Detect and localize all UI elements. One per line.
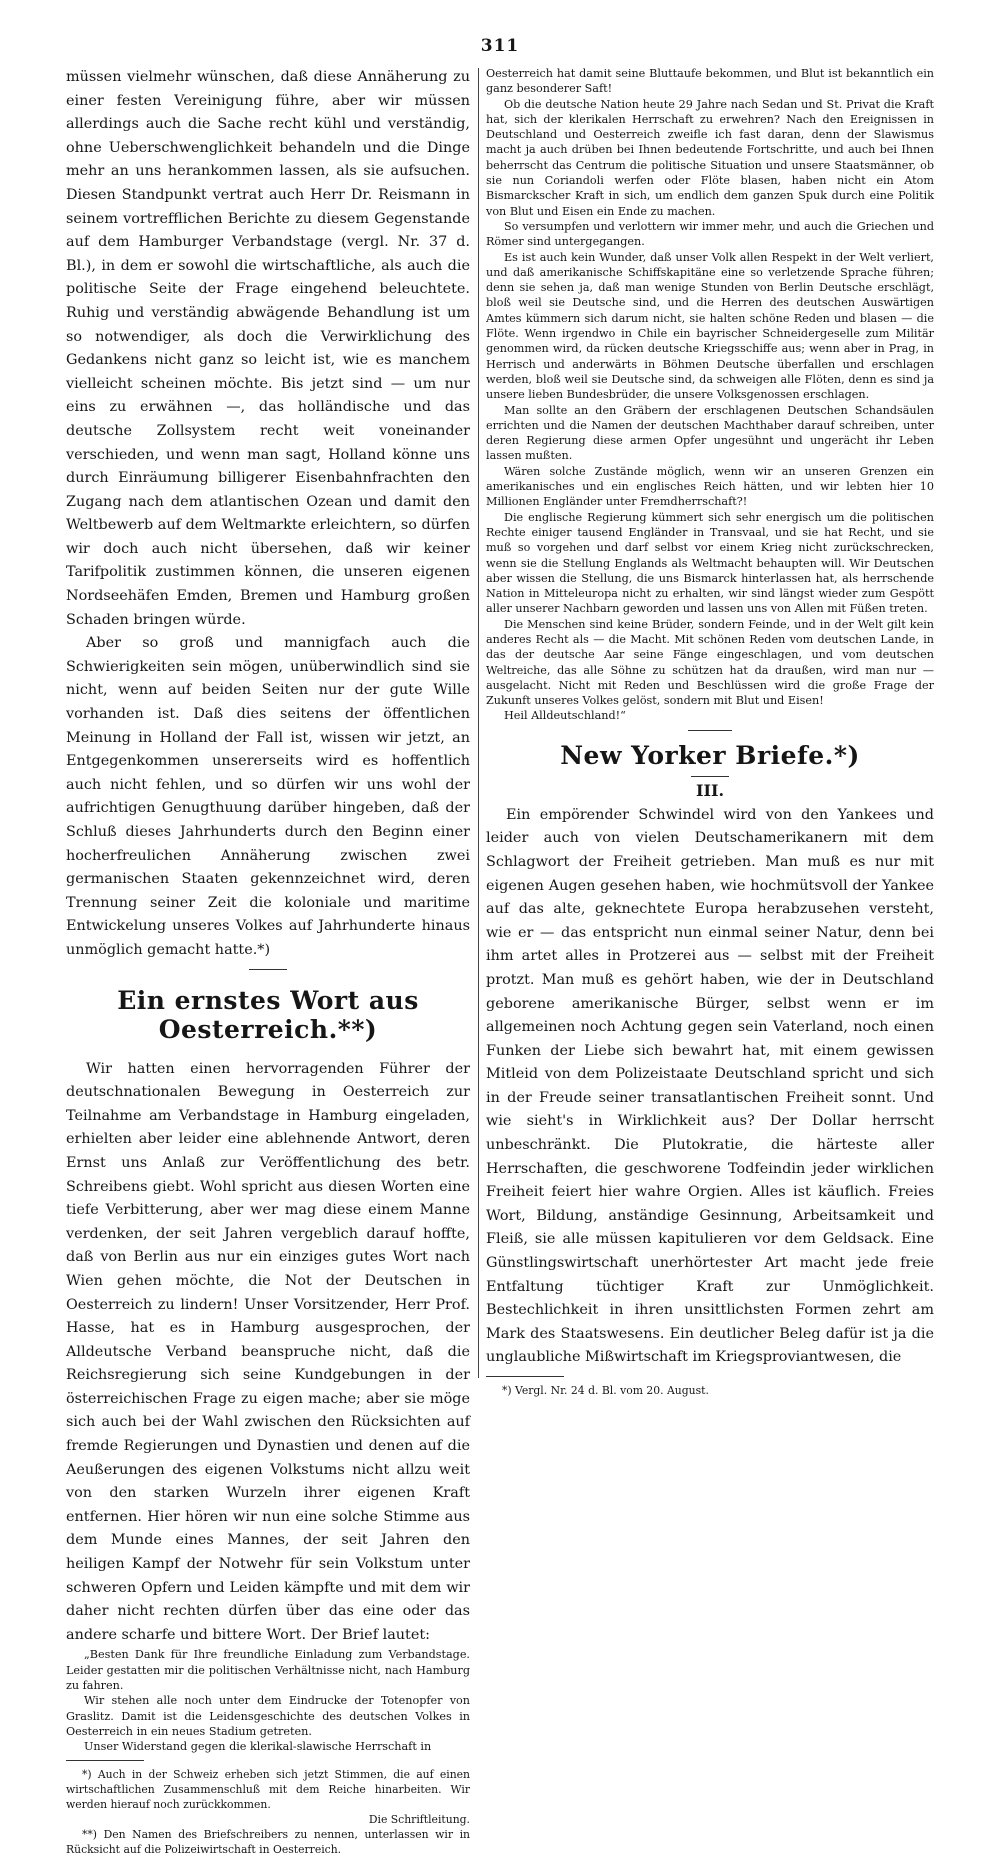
footnotes-right (486, 1383, 934, 1398)
letter-paragraph: „Besten Dank für Ihre freundliche Einladung zum Verbandstage. Leider gestatten mir die politischen Verhältnisse nicht, nach Hamburg zu fahren. (66, 1648, 470, 1692)
page-number: 311 (480, 36, 520, 56)
letter-paragraph: Unser Widerstand gegen die klerikal-slawische Herrschaft in (84, 1740, 432, 1754)
letter-text-left (66, 1647, 470, 1754)
footnotes-left (66, 1767, 470, 1857)
article-heading-new-yorker-briefe: New Yorker Briefe.*) (560, 740, 860, 770)
letter-closing: Heil Alldeutschland!“ (504, 709, 626, 723)
article-body-oesterreich (66, 1058, 470, 1648)
article-paragraph: Wir hatten einen hervorragenden Führer der deutschnationalen Bewegung in Oesterreich zur Teilnahme am Verbandstage in Hamburg eingeladen, erhielten aber leider eine ablehnende Antwort, deren Ernst uns Anlaß zur Veröffentlichung des betr. Schreibens giebt. Wohl spricht aus diesen Worten eine tiefe Verbitterung, aber wer mag diese einem Manne verdenken, der seit Jahren vergeblich darauf hoffte, daß von Berlin aus nur ein einziges gutes Wort nach Wien gehen möchte, die Not der Deutschen in Oesterreich zu lindern! Unser Vorsitzender, Herr Prof. Hasse, hat es in Hamburg ausgesprochen, der Alldeutsche Verband beanspruche nicht, daß die Reichsregierung sich seine Kundgebungen in der österreichischen Frage zu eigen mache; aber sie möge sich auch bei der Wahl zwischen den Rücksichten auf fremde Regierungen und Dynastien und denen auf die Aeußerungen des eigenen Volkstums nicht allzu weit von den starken Wurzeln ihrer eigenen Kraft entfernen. Hier hören wir nun eine solche Stimme aus dem Munde eines Mannes, der seit Jahren den heiligen Kampf der Notwehr für sein Volkstum unter schweren Opfern und Leiden kämpfte und mit dem wir daher nicht rechten dürfen über das eine oder das andere scharfe und bittere Wort. Der Brief lautet: (66, 1060, 470, 1643)
heading-rule (691, 776, 729, 777)
article-body-new-york (486, 804, 934, 1370)
letter-paragraph: Wären solche Zustände möglich, wenn wir an unseren Grenzen ein amerikanisches und ein englisches Reich hätten, und wir lebten hier 10 Millionen Engländer unter Fremdherrschaft?! (486, 464, 934, 509)
letter-paragraph: Die Menschen sind keine Brüder, sondern Feinde, und in der Welt gilt kein anderes Recht als — die Macht. Mit schönen Reden vom deutschen Lande, in das der deutsche Aar seine Fänge eingeschlagen, und vom deutschen Weltreiche, das alle Söhne zu schützen hat da draußen, wird man nur — ausgelacht. Nicht mit Reden und Beschlüssen wird die große Frage der Zukunft unseres Volkes gelöst, sondern mit Blut und Eisen! (486, 617, 934, 708)
right-column (486, 66, 934, 1398)
section-rule (249, 969, 287, 970)
letter-paragraph: Es ist auch kein Wunder, daß unser Volk allen Respekt in der Welt verliert, und daß amerikanische Schiffskapitäne eine so verletzende Sprache führen; denn sie sehen ja, daß man wenige Stunden von Berlin Deutsche erschlägt, bloß weil sie Deutsche sind, und die Herren des deutschen Auswärtigen Amtes kümmern sich darum nicht, sie halten schöne Reden und blasen — die Flöte. Wenn irgendwo in Chile ein bayrischer Schneidergeselle zum Militär genommen wird, da rücken deutsche Kriegsschiffe aus; wenn aber in Prag, in Herrisch und anderwärts in Böhmen Deutsche überfallen und erschlagen werden, bloß weil sie Deutsche sind, da schweigen alle Flöten, denn es sind ja unsere lieben Bundesbrüder, die unsere Volksgenossen erschlagen. (486, 250, 934, 402)
letter-paragraph: Die englische Regierung kümmert sich sehr energisch um die politischen Rechte einiger tausend Engländer in Transvaal, und sie hat Recht, und sie muß so vorgehen und darf selbst vor einem Krieg nicht zurückschrecken, wenn sie die Stellung Englands als Weltmacht behaupten will. Wir Deutschen aber wissen die Stellung, die uns Bismarck hinterlassen hat, als herrschende Nation in Mitteleuropa nicht zu erhalten, wir sind längst wieder zum Gespött aller unserer Nachbarn geworden und lassen uns von Allen mit Füßen treten. (486, 510, 934, 616)
article-paragraph: Ein empörender Schwindel wird von den Yankees und leider auch von vielen Deutschamerikanern mit dem Schlagwort der Freiheit getrieben. Man muß es nur mit eigenen Augen gesehen haben, wie hochmütsvoll der Yankee auf das alte, geknechtete Europa herabzusehen versteht, wie er — das entspricht nun einmal seiner Natur, denn bei ihm artet alles in Protzerei aus — selbst mit der Freiheit protzt. Man muß es gehört haben, wie der in Deutschland geborene amerikanische Bürger, selbst wenn er im allgemeinen noch Achtung gegen sein Vaterland, noch einen Funken der Liebe sich bewahrt hat, mit einem gewissen Mitleid von dem Polizeistaate Deutschland spricht und sich in der Freude seiner transatlantischen Freiheit sonnt. Und wie sieht's in Wirklichkeit aus? Der Dollar herrscht unbeschränkt. Die Plutokratie, die härteste aller Herrschaften, die geschworene Todfeindin jeder wirklichen Freiheit feiert hier wahre Orgien. Alles ist käuflich. Freies Wort, Bildung, anständige Gesinnung, Arbeitsamkeit und Fleiß, sie alle müssen kapitulieren vor dem Geldsack. Eine Günstlingswirtschaft unerhörtester Art macht jede freie Entfaltung tüchtiger Kraft zur Unmöglichkeit. Bestechlichkeit in ihren unsittlichsten Formen zehrt am Mark des Staatswesens. Ein deutlicher Beleg dafür ist ja die unglaubliche Mißwirtschaft im Kriegsproviantwesen, die (486, 806, 934, 1366)
letter-text-right (486, 66, 934, 724)
intro-text (66, 66, 470, 963)
intro-paragraph: Aber so groß und mannigfach auch die Schwierigkeiten sein mögen, unüberwindlich sind sie nicht, wenn auf beiden Seiten nur der gute Wille vorhanden ist. Daß dies seitens der öffentlichen Meinung in Holland der Fall ist, wissen wir jetzt, an Entgegenkommen unsererseits wird es hoffentlich auch nicht fehlen, und so dürfen wir uns wohl der aufrichtigen Genugthuung darüber hingeben, daß der Schluß dieses Jahrhunderts durch den Beginn einer hocherfreulichen Annäherung zwischen zwei germanischen Staaten gekennzeichnet wird, deren Trennung seiner Zeit die koloniale und maritime Entwickelung unseres Volkes auf Jahrhunderte hinaus unmöglich gemacht hatte.*) (66, 635, 470, 958)
footnote-signature: Die Schriftleitung. (368, 1813, 470, 1827)
letter-paragraph: Ob die deutsche Nation heute 29 Jahre nach Sedan und St. Privat die Kraft hat, sich der klerikalen Herrschaft zu erwehren? Nach den Ereignissen in Deutschland und Oesterreich zweifle ich fast daran, denn der Slawismus macht ja auch drüben bei Ihnen bedeutende Fortschritte, und auch bei Ihnen beherrscht das Centrum die politische Situation und unsere Staatsmänner, ob sie nun Coriandoli werfen oder Flöte blasen, haben nicht ein Atom Bismarckscher Kraft in sich, um endlich dem ganzen Spuk durch eine Politik von Blut und Eisen ein Ende zu machen. (486, 97, 934, 218)
letter-paragraph: So versumpfen und verlottern wir immer mehr, und auch die Griechen und Römer sind untergegangen. (486, 219, 934, 249)
intro-paragraph: müssen vielmehr wünschen, daß diese Annäherung zu einer festen Vereinigung führe, aber wir müssen allerdings auch die Sache recht kühl und verständig, ohne Ueberschwenglichkeit behandeln und die Dinge mehr an uns herankommen lassen, als sie aufsuchen. Diesen Standpunkt vertrat auch Herr Dr. Reismann in seinem vortrefflichen Berichte zu diesem Gegenstande auf dem Hamburger Verbandstage (vergl. Nr. 37 d. Bl.), in dem er sowohl die wirtschaftliche, als auch die politische Seite der Frage eingehend beleuchtete. Ruhig und verständig abwägende Behandlung ist um so notwendiger, als doch die Verwirklichung des Gedankens nicht ganz so leicht ist, wie es manchem vielleicht scheinen möchte. Bis jetzt sind — um nur eins zu erwähnen —, das holländische und das deutsche Zollsystem recht weit voneinander verschieden, und wenn man sagt, Holland könne uns durch Einräumung billigerer Eisenbahnfrachten den Zugang nach dem atlantischen Ozean und damit den Weltbewerb auf dem Weltmarkte erleichtern, so dürfen wir doch auch nicht übersehen, daß wir keiner Tarifpolitik zustimmen können, die unseren eigenen Nordseehäfen Emden, Bremen und Hamburg großen Schaden bringen würde. (66, 69, 470, 628)
letter-paragraph: Oesterreich hat damit seine Bluttaufe bekommen, und Blut ist bekanntlich ein ganz besonderer Saft! (486, 67, 934, 96)
footnote: **) Den Namen des Briefschreibers zu nennen, unterlassen wir in Rücksicht auf die Polizeiwirtschaft in Oesterreich. (66, 1828, 470, 1857)
letter-paragraph: Man sollte an den Gräbern der erschlagenen Deutschen Schandsäulen errichten und die Namen der deutschen Machthaber darauf schreiben, unter deren Regierung diese armen Opfer ungesühnt und ungerächt ihr Leben lassen mußten. (486, 403, 934, 463)
footnote: *) Vergl. Nr. 24 d. Bl. vom 20. August. (502, 1384, 709, 1398)
article-heading-oesterreich: Ein ernstes Wort aus Oesterreich.**) (117, 985, 419, 1044)
article-part-number: III. (695, 780, 725, 800)
left-column (66, 66, 470, 1857)
section-rule (688, 730, 732, 731)
footnote-rule (486, 1376, 564, 1377)
letter-paragraph: Wir stehen alle noch unter dem Eindrucke der Totenopfer von Graslitz. Damit ist die Leidensgeschichte des deutschen Volkes in Oesterreich in ein neues Stadium getreten. (66, 1694, 470, 1738)
footnote: *) Auch in der Schweiz erheben sich jetzt Stimmen, die auf einen wirtschaftlichen Zusammenschluß mit dem Reiche hinarbeiten. Wir werden hierauf noch zurückkommen. (66, 1768, 470, 1812)
column-divider (478, 68, 479, 1378)
footnote-rule (66, 1760, 144, 1761)
